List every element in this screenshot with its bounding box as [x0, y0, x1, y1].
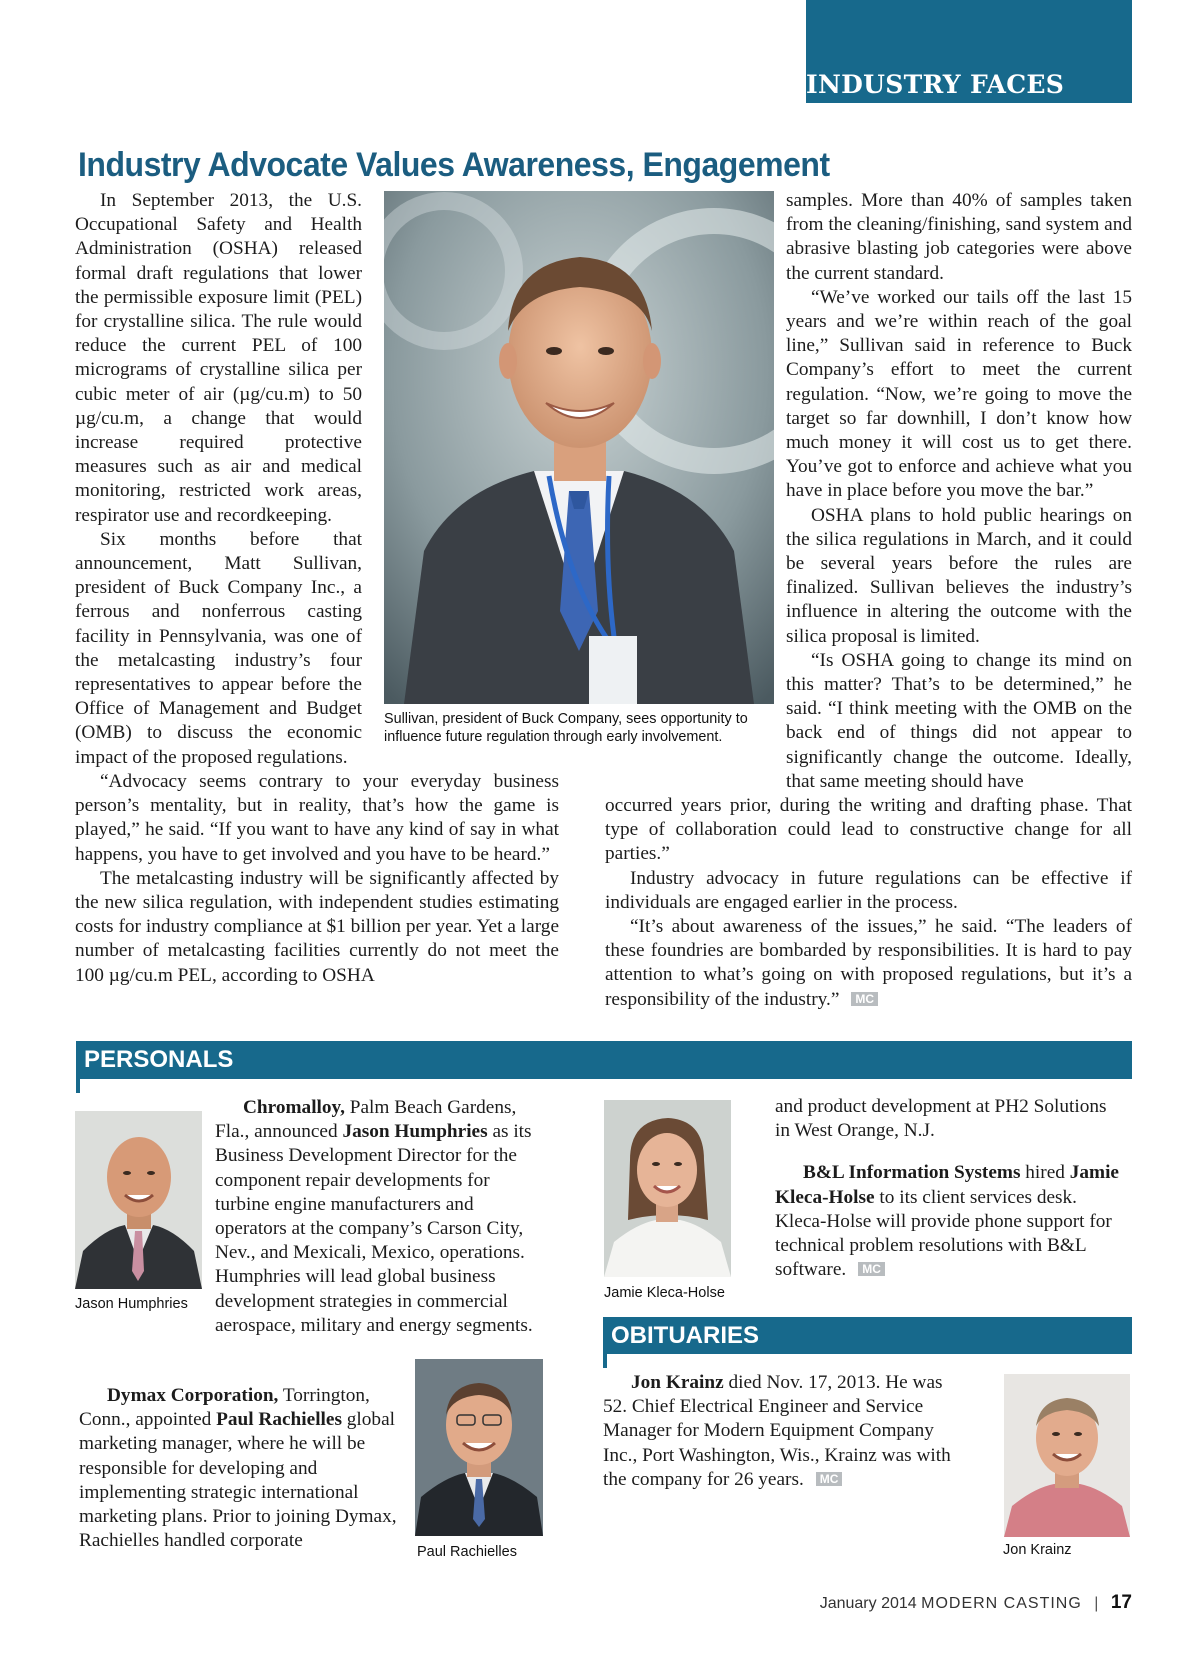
personals-banner: PERSONALS: [76, 1041, 1132, 1079]
footer-date: January 2014: [819, 1595, 917, 1612]
photo-caption: Paul Rachielles: [417, 1544, 517, 1560]
personals-paragraph: [79, 1384, 399, 1553]
article-paragraph: samples. More than 40% of samples taken from the cleaning/finishing, sand system and abrasive blasting job categories were above the current standard.: [786, 190, 1132, 284]
sullivan-photo: [384, 191, 774, 704]
company-name: B&L Information Systems: [803, 1162, 1021, 1184]
personals-item-dymax: [79, 1384, 399, 1553]
article-paragraph: OSHA plans to hold public hearings on the silica regulations in March, and it could be several years before the rules are finalized. Sullivan believes the industry’s influence in altering the outcome with the silica proposal is limited.: [786, 504, 1132, 647]
company-name: Chromalloy,: [243, 1097, 345, 1118]
paragraph-text: as its Business Development Director for the component repair developments for turbine engine manufacturers and operators at the company’s Carson City, Nev., and Mexicali, Mexico, operations. Humphries will lead global business development strategies in commercial aerospace, military and energy segments.: [215, 1121, 533, 1336]
footer-magazine: MODERN CASTING: [921, 1595, 1082, 1612]
article-column-1-wide: [75, 770, 559, 988]
jon-krainz-photo: [1004, 1374, 1130, 1537]
personals-paragraph: [775, 1161, 1120, 1282]
jon-portrait-illustration: [1004, 1374, 1130, 1537]
article-paragraph: The metalcasting industry will be significantly affected by the new silica regulation, with independent studies estimating costs for industry compliance at $1 billion per year. Yet a large number of metalcasting facilities currently do not meet the 100 µg/cu.m PEL, according to OSHA: [75, 867, 559, 986]
article-paragraph: occurred years prior, during the writing and drafting phase. That type of collaboration could lead to constructive change for all parties.”: [605, 795, 1132, 865]
obituaries-banner: OBITUARIES: [603, 1317, 1132, 1354]
article-paragraph: In September 2013, the U.S. Occupational Safety and Health Administration (OSHA) released formal draft regulations that lower the permissible exposure limit (PEL) for crystalline silica. The rule would reduce the current PEL of 100 micrograms of crystalline silica per cubic meter of air (µg/cu.m) to 50 µg/cu.m, a change that would increase required protective measures such as air and medical monitoring, restricted work areas, respirator use and recordkeeping.: [75, 190, 362, 526]
section-tab-label: INDUSTRY FACES: [806, 70, 1065, 99]
jamie-portrait-illustration: [604, 1100, 731, 1277]
article-paragraph: “Advocacy seems contrary to your everyday business person’s mentality, but in reality, that’s how the game is played,” he said. “If you want to have any kind of say in what happens, you have to get involved and you have to be heard.”: [75, 771, 559, 865]
paragraph-text: to its client services desk. Kleca-Holse will provide phone support for technical problem resolutions with B&L software.: [775, 1186, 1112, 1281]
paragraph-text: died Nov. 17, 2013. He was 52. Chief Electrical Engineer and Service Manager for Modern Equipment Company Inc., Port Washington, Wis., Krainz was with the company for 26 years.: [603, 1372, 951, 1490]
sullivan-portrait-illustration: [384, 191, 774, 704]
end-mark-icon: MC: [858, 1262, 885, 1276]
personals-paragraph: and product development at PH2 Solutions in West Orange, N.J.: [775, 1096, 1107, 1142]
article-column-1: [75, 189, 362, 770]
page-number: 17: [1110, 1592, 1132, 1613]
obituary-paragraph: [603, 1371, 963, 1492]
paragraph-text: Palm Beach Gardens, Fla., announced: [215, 1097, 517, 1143]
person-name: Jamie Kleca-Holse: [775, 1162, 1119, 1208]
photo-caption: Jamie Kleca-Holse: [604, 1285, 725, 1301]
person-name: Paul Rachielles: [216, 1409, 342, 1431]
article-paragraph: Industry advocacy in future regulations can be effective if individuals are engaged earlier in the process.: [605, 867, 1132, 913]
paul-portrait-illustration: [415, 1359, 543, 1536]
company-name: Dymax Corporation,: [107, 1385, 279, 1406]
end-mark-icon: MC: [851, 992, 878, 1006]
personals-paragraph: [215, 1096, 540, 1338]
end-mark-icon: MC: [816, 1472, 843, 1486]
photo-caption: Jon Krainz: [1003, 1542, 1072, 1558]
person-name: Jon Krainz: [631, 1372, 724, 1393]
jamie-kleca-holse-photo: [604, 1100, 731, 1277]
jason-humphries-photo: [75, 1111, 202, 1289]
paragraph-text: global marketing manager, where he will be responsible for developing and implementing strategic international marketing plans. Prior to joining Dymax, Rachielles handled corporate: [79, 1409, 397, 1552]
article-paragraph: [605, 915, 1132, 1012]
page-footer: [600, 1592, 1132, 1614]
personals-item-chromalloy: [215, 1096, 540, 1338]
paragraph-text: hired: [1020, 1162, 1070, 1184]
article-column-3: [786, 189, 1132, 794]
photo-caption: Jason Humphries: [75, 1296, 188, 1312]
photo-caption: Sullivan, president of Buck Company, sees opportunity to influence future regulation through early involvement.: [384, 711, 748, 745]
banner-accent: [76, 1079, 80, 1093]
jason-portrait-illustration: [75, 1111, 202, 1289]
personals-item-bl: [775, 1095, 1120, 1282]
article-paragraph: “We’ve worked our tails off the last 15 years and we’re within reach of the goal line,” Sullivan said in reference to Buck Company’s effort to meet the current regulation. “Now, we’re going to move the target so far downhill, I don’t know how much money it will cost us to get there. You’ve got to enforce and achieve what you have in place before you move the bar.”: [786, 286, 1132, 502]
obituary-item: [603, 1371, 963, 1492]
article-paragraph: “Is OSHA going to change its mind on this matter? That’s to be determined,” he said. “I think meeting with the OMB on the back end of things did not appear to significantly change the outcome. Ideally, that same meeting should have: [786, 649, 1132, 792]
banner-accent: [603, 1354, 607, 1368]
article-headline: Industry Advocate Values Awareness, Engagement: [78, 146, 830, 184]
paul-rachielles-photo: [415, 1359, 543, 1536]
article-column-3-wide: [605, 794, 1132, 1012]
footer-separator: |: [1094, 1595, 1099, 1612]
paragraph-text: Torrington, Conn., appointed: [79, 1385, 370, 1431]
article-paragraph-text: “It’s about awareness of the issues,” he said. “The leaders of these foundries are bombarded by responsibilities. It is hard to pay attention to what’s going on with proposed regulations, but it’s a responsibility of the industry.”: [605, 916, 1132, 1010]
article-paragraph: Six months before that announcement, Matt Sullivan, president of Buck Company Inc., a ferrous and nonferrous casting facility in Pennsylvania, was one of the metalcasting industry’s four representatives to appear before the Office of Management and Budget (OMB) to discuss the economic impact of the proposed regulations.: [75, 528, 362, 768]
person-name: Jason Humphries: [342, 1121, 488, 1143]
